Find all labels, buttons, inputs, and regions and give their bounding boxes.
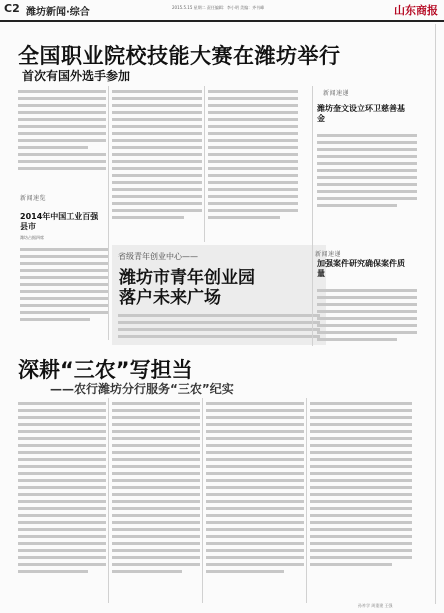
- lower-column-1: [18, 398, 106, 603]
- bottom-credit: 孙祚学 周重建 王强: [358, 603, 393, 608]
- page-number: C2: [4, 2, 20, 15]
- feature-title-line-2: 落户未来广场: [119, 288, 221, 308]
- date-line: 2015.5.15 星期二 责任编辑：李小明 美编：齐书峰: [172, 5, 265, 10]
- article-column-2: [112, 86, 202, 242]
- lower-headline: 深耕“三农”写担当: [18, 358, 193, 382]
- left-box-title: 2014年中国工业百强县市: [20, 212, 99, 231]
- column-rule-6: [306, 398, 307, 603]
- section-name: 潍坊新闻·综合: [26, 7, 90, 18]
- article-column-1: [18, 86, 106, 180]
- main-headline: 全国职业院校技能大赛在潍坊举行: [18, 43, 341, 68]
- feature-title: [119, 268, 255, 308]
- right-top-text: [317, 130, 417, 222]
- right-rule: [435, 24, 436, 604]
- column-rule-2: [204, 86, 205, 242]
- right-mid-text: [317, 285, 417, 350]
- right-mid-title: 加强案件研究确保案件质量: [317, 259, 405, 278]
- lower-subheadline: ——农行潍坊分行服务“三农”纪实: [50, 382, 234, 396]
- main-subheadline: 首次有国外选手参加: [22, 69, 131, 83]
- lower-column-4: [310, 398, 412, 603]
- right-top-label: 新闻速递: [323, 90, 350, 97]
- column-rule-5: [202, 398, 203, 603]
- feature-kicker: 省级青年创业中心——: [118, 252, 198, 261]
- page-header: [0, 0, 444, 22]
- right-mid-label: 新闻速递: [315, 251, 342, 258]
- left-box-label: 新闻速览: [20, 195, 47, 202]
- lower-column-3: [206, 398, 304, 603]
- lower-column-2: [112, 398, 200, 603]
- right-top-title: 潍坊奎文设立环卫慈善基金: [317, 104, 405, 123]
- article-column-3: [208, 86, 298, 242]
- left-box-subtitle: 潍坊占据四席: [20, 235, 44, 240]
- left-box-text: [20, 244, 108, 334]
- newspaper-logo: 山东商报: [394, 4, 438, 17]
- column-rule-1: [108, 86, 109, 340]
- column-rule-4: [108, 398, 109, 603]
- feature-text: [118, 310, 320, 342]
- column-rule-3: [312, 86, 313, 346]
- feature-title-line-1: 潍坊市青年创业园: [119, 268, 255, 288]
